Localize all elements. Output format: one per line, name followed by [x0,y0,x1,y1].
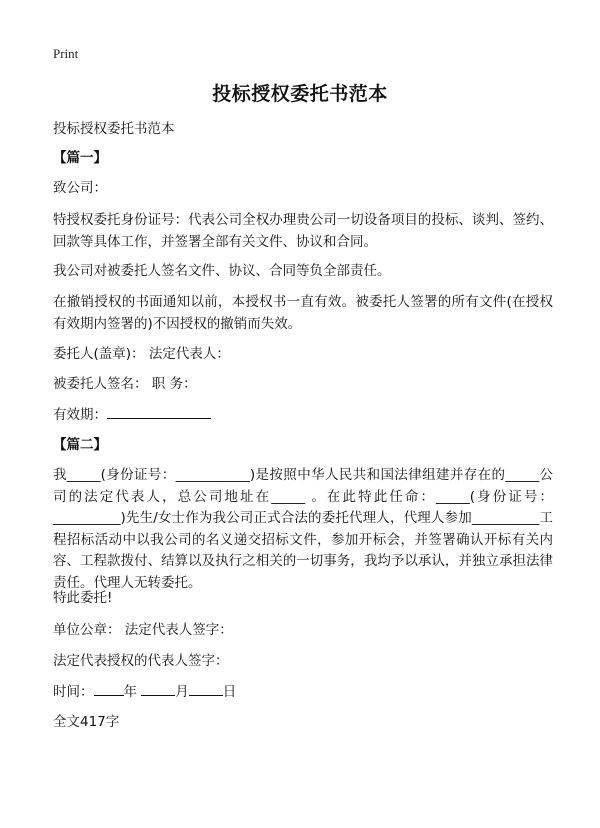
agent-line: 被委托人签名： 职 务： [53,376,197,392]
principal-line: 委托人(盖章)： 法定代表人： [53,346,230,362]
section-two-heading: 【篇二】 [53,437,107,453]
section-one-paragraph-3: 在撤销授权的书面通知以前，本授权书一直有效。被委托人签署的所有文件(在授权有效期内签署的)不因授权的撤销而失效。 [53,294,553,332]
unit-seal-line: 单位公章： 法定代表人签字： [53,622,233,638]
document-title: 投标授权委托书范本 [212,83,388,105]
word-count: 全文417字 [53,714,120,730]
month-label: 月 [175,684,189,700]
section-one-paragraph-2: 我公司对被委托人签名文件、协议、合同等负全部责任。 [53,263,391,279]
time-label: 时间： [53,684,94,700]
validity-line [53,404,211,426]
date-line [53,681,236,703]
validity-blank [107,404,211,419]
special-entrust-line: 特此委托! [53,590,113,606]
day-label: 日 [222,684,237,700]
section-one-paragraph-1: 特授权委托身份证号：代表公司全权办理贵公司一切设备项目的投标、谈判、签约、回款等具体工作，并签署全部有关文件、协议和合同。 [53,212,553,250]
year-label: 年 [123,684,137,700]
validity-label: 有效期： [53,407,107,423]
year-blank [94,681,124,696]
section-two-paragraph-1: 我_____(身份证号：___________)是按照中华人民共和国法律组建并存在的_____公司的法定代表人，总公司地址在_____ 。在此特此任命：_____(身份证号：__________)先生/女士作为我公司正式合法的委托代理人，代理人参加__________工程招标活动中以我公司的名义递交招标文件，参加开标会，并签署确认开标有关内容、工程款拨付、结算以及执行之相关的一切事务，我均予以承认，并独立承担法律责任。代理人无转委托。 [53,467,553,591]
representative-sign-line: 法定代表授权的代表人签字： [53,653,229,669]
section-one-heading: 【篇一】 [53,150,107,166]
section-one-addressee: 致公司： [53,180,107,196]
month-blank [141,681,175,696]
document-subtitle: 投标授权委托书范本 [53,121,175,137]
day-blank [189,681,223,696]
print-link[interactable]: Print [53,46,79,61]
